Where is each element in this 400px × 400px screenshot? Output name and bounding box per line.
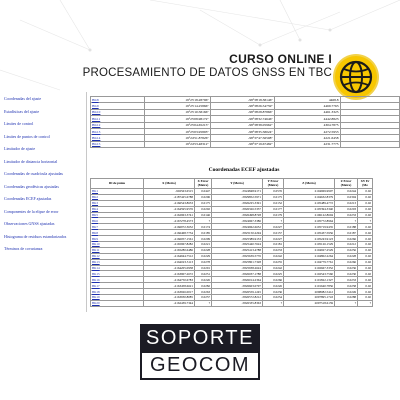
point-id-link[interactable]: BK18	[91, 289, 144, 295]
table-cell: -5825938.2624	[212, 265, 263, 271]
table-cell: -5826603.0707	[212, 283, 263, 289]
point-id-link[interactable]: BK6	[91, 218, 144, 224]
table-cell: 2102543.7560	[284, 271, 335, 277]
table-cell: ?	[358, 218, 373, 224]
table-cell: 0.0175	[263, 194, 284, 200]
table-cell: -5826498.8728	[212, 212, 263, 218]
table-cell: -2166468.7734	[144, 230, 195, 236]
table-cell: -2187425.6788	[144, 194, 195, 200]
table-cell: -2166057.1561	[144, 236, 195, 242]
table-cell: -5826326.5337	[212, 206, 263, 212]
table-cell: 0.0226	[263, 283, 284, 289]
table-cell: 0.02	[358, 289, 373, 295]
table-cell: -5825150.2294	[212, 230, 263, 236]
sidebar-divider	[86, 92, 87, 312]
table-cell: 2105719.9435	[284, 224, 335, 230]
table-cell: -98°38'35.58024"	[210, 128, 274, 134]
point-id-link[interactable]: BK7	[91, 224, 144, 230]
table-cell: 0.0152	[263, 200, 284, 206]
table-cell: 0.0181	[263, 242, 284, 248]
table-cell: -5826037.1788	[212, 271, 263, 277]
point-id-link[interactable]: BK17	[91, 283, 144, 289]
table-cell: 0.0278	[195, 259, 212, 265]
table-cell: 0.02	[358, 194, 373, 200]
table-cell: 4272.5953	[274, 128, 340, 134]
badge-line1: SOPORTE	[140, 324, 260, 351]
table-cell: 0.02	[358, 283, 373, 289]
ecef-coordinates-table	[90, 178, 373, 307]
table-cell: 2104969.9907	[284, 189, 335, 195]
table-cell: -5826014.2364	[212, 277, 263, 283]
table-cell: 4468.8	[274, 97, 340, 103]
table-cell: 0.0228	[335, 253, 358, 259]
table-cell: -2165280.6486	[144, 247, 195, 253]
point-id-link[interactable]: BK13	[91, 259, 144, 265]
sidebar-link[interactable]: Coordenadas de cuadrícula ajustadas	[4, 171, 63, 176]
table-cell: 2104802.2264	[284, 253, 335, 259]
table-cell: -2165967.8282	[144, 242, 195, 248]
table-cell: ?	[195, 300, 212, 306]
table-cell: 2105394.3340	[284, 206, 335, 212]
table-cell: 0.0288	[335, 295, 358, 301]
table-cell: 2101822.1327	[284, 277, 335, 283]
table-cell: -2163926.0017	[144, 289, 195, 295]
sidebar-link[interactable]: Limitador de distancia horizontal	[4, 158, 58, 164]
table-cell: 0.02	[358, 295, 373, 301]
table-cell: 0.0266	[335, 259, 358, 265]
column-header: Z (Metro)	[284, 179, 335, 189]
table-cell: -98°37'19.67482"	[210, 141, 274, 147]
table-cell: 0.02	[358, 242, 373, 248]
table-cell: -2162439.7344	[144, 300, 195, 306]
course-header	[0, 0, 400, 92]
table-cell: 0.0226	[195, 277, 212, 283]
table-cell: 2097895.1743	[284, 295, 335, 301]
table-cell: -5824962.6652	[212, 224, 263, 230]
table-cell: -2167278.4573	[144, 218, 195, 224]
sidebar-link[interactable]: Límites de puntos de control	[4, 133, 50, 139]
point-id-link[interactable]: BK5	[91, 212, 144, 218]
point-id-link[interactable]: BK4	[91, 206, 144, 212]
table-cell: -902563.6515	[144, 189, 195, 195]
table-cell: 0.0209	[195, 236, 212, 242]
table-cell: 0.0257	[195, 295, 212, 301]
table-cell: 0.02	[358, 189, 373, 195]
table-cell: 2104632.8379	[284, 194, 335, 200]
table-cell: -2163458.6621	[144, 283, 195, 289]
point-id-link[interactable]: BK15	[91, 271, 144, 277]
table-cell: 0.0447	[195, 189, 212, 195]
table-cell: 0.0282	[195, 283, 212, 289]
table-cell: 0.0212	[335, 242, 358, 248]
table-cell: 0.0221	[195, 242, 212, 248]
table-cell: -2163930.8085	[144, 295, 195, 301]
table-cell: 0.0236	[263, 289, 284, 295]
table-cell: 0.0206	[195, 194, 212, 200]
point-id-link[interactable]: BK12	[91, 253, 144, 259]
ecef-table-caption: Coordenadas ECEF ajustadas	[208, 167, 280, 173]
table-cell: 0.0266	[335, 236, 358, 242]
table-cell: 0.02	[358, 212, 373, 218]
point-id-link[interactable]: BK11	[91, 116, 145, 122]
table-cell: 0.0230	[335, 271, 358, 277]
table-cell: 0.0177	[263, 206, 284, 212]
table-cell: 0.0227	[263, 236, 284, 242]
table-cell: 0.02	[358, 200, 373, 206]
table-cell: 19°25'08.98172"	[144, 116, 210, 122]
table-cell: 0.0251	[195, 271, 212, 277]
sidebar-link[interactable]: Limitador de ajuste	[4, 146, 36, 151]
table-cell: -2164595.9576	[144, 206, 195, 212]
table-cell: 0.0157	[263, 230, 284, 236]
column-header: Y Error (Metro)	[263, 179, 284, 189]
column-header: X (Metro)	[144, 179, 195, 189]
table-cell: 4461.3325	[274, 109, 340, 115]
table-cell: 0.0175	[195, 200, 212, 206]
table-cell: 2104779.7761	[284, 259, 335, 265]
table-cell: 4469.7763	[274, 103, 340, 109]
table-cell: -5825389.9133	[212, 236, 263, 242]
table-cell: 0.0258	[335, 283, 358, 289]
column-header: Z Error (Metro)	[335, 179, 358, 189]
sidebar-link[interactable]: Observaciones GNSS ajustadas	[4, 221, 55, 226]
sidebar-link[interactable]: Coordenadas geodésicas ajustadas	[4, 183, 59, 189]
table-cell: 19°25'10.58166"	[144, 109, 210, 115]
table-cell: -5825639.5776	[212, 253, 263, 259]
table-cell: 2097518.6159	[284, 300, 335, 306]
column-header: Y (Metro)	[212, 179, 263, 189]
table-cell: 19°25'18.28796"	[144, 97, 210, 103]
table-cell: 0.0263	[195, 289, 212, 295]
course-title-line2: PROCESAMIENTO DE DATOS GNSS EN TBC	[82, 67, 332, 79]
point-id-link[interactable]: BK8	[91, 97, 145, 103]
table-cell: 0.02	[358, 236, 373, 242]
table-cell: 0.0576	[263, 189, 284, 195]
table-cell: 2105772.8964	[284, 218, 335, 224]
point-id-link[interactable]: BK20	[91, 300, 144, 306]
table-cell: 0.0202	[195, 206, 212, 212]
course-title-line1: CURSO ONLINE I	[229, 52, 332, 66]
table-cell: 4231.7775	[274, 141, 340, 147]
point-id-link[interactable]: BK9	[91, 236, 144, 242]
sidebar-link[interactable]: Términos de covarianza	[4, 246, 43, 251]
table-cell: 0.0227	[263, 224, 284, 230]
table-cell	[340, 141, 400, 147]
sidebar-link[interactable]: Histograma de residuos estandarizados	[4, 233, 67, 239]
table-cell: 4304.7875	[274, 122, 340, 128]
table-cell: 0.0291	[195, 265, 212, 271]
table-cell: -98°37'47.56508"	[210, 135, 274, 141]
column-header: ID de punto	[91, 179, 144, 189]
sidebar-link[interactable]: Límites de control	[4, 121, 34, 126]
table-cell: 0.0229	[195, 253, 212, 259]
table-cell: ?	[335, 300, 358, 306]
table-cell: 19°25'04.65215"	[144, 122, 210, 128]
table-cell: 0.0254	[263, 295, 284, 301]
table-header-row	[91, 179, 373, 189]
report-screenshot	[0, 92, 400, 312]
table-cell: 0.02	[358, 224, 373, 230]
column-header: X Error (Metro)	[195, 179, 212, 189]
table-cell: 0.02	[358, 277, 373, 283]
table-cell: 0.0266	[263, 277, 284, 283]
table-cell: 0.0233	[335, 212, 358, 218]
table-cell: ?	[263, 218, 284, 224]
table-row	[91, 141, 400, 147]
table-cell: 2105437.5956	[284, 230, 335, 236]
point-id-link[interactable]: BK8	[91, 230, 144, 236]
table-cell: 0.02	[358, 259, 373, 265]
table-cell: 0.0249	[335, 289, 358, 295]
table-cell: -5826225.3391	[212, 200, 263, 206]
table-cell: 2105243.9123	[284, 236, 335, 242]
table-cell: -2164023.3113	[144, 259, 195, 265]
table-cell: 2102667.3352	[284, 265, 335, 271]
table-cell: 0.0187	[335, 230, 358, 236]
table-cell: 0.0256	[335, 247, 358, 253]
table-cell: 2105126.1529	[284, 242, 335, 248]
table-cell: 0.0244	[335, 189, 358, 195]
table-cell: 19°25'03.95893"	[144, 128, 210, 134]
table-cell: 0.02	[358, 206, 373, 212]
point-id-link[interactable]: BK10	[91, 242, 144, 248]
table-cell: 0.0228	[195, 247, 212, 253]
table-cell: 0.02	[358, 230, 373, 236]
sidebar-link[interactable]: Componentes de la elipse de error	[4, 208, 59, 214]
sidebar-link[interactable]: Coordenadas ECEF ajustadas	[4, 196, 52, 201]
table-cell: -2162963.3741	[144, 212, 195, 218]
table-cell: 0.02	[358, 247, 373, 253]
table-cell: 0.0174	[195, 224, 212, 230]
soporte-geocom-badge	[140, 324, 260, 380]
point-id-link[interactable]: BK11	[91, 247, 144, 253]
table-cell: -5924848.9171	[212, 189, 263, 195]
sidebar-link[interactable]: Estadísticas del ajuste	[4, 108, 40, 114]
table-cell: -2166972.3652	[144, 224, 195, 230]
table-cell: ?	[335, 218, 358, 224]
table-cell: 0.0188	[335, 224, 358, 230]
table-cell: ?	[195, 218, 212, 224]
table-cell: 2106122.8604	[284, 212, 335, 218]
table-cell: 0.0236	[335, 265, 358, 271]
table-cell: 0.02	[358, 271, 373, 277]
table-cell: ?	[263, 300, 284, 306]
table-cell: 2105489.4772	[284, 200, 335, 206]
table-cell: 0.0242	[263, 253, 284, 259]
table-cell: 0.0203	[335, 206, 358, 212]
table-cell: 0.0255	[263, 259, 284, 265]
table-cell: 2101640.7856	[284, 283, 335, 289]
table-cell: 4221.6458	[274, 135, 340, 141]
point-id-link[interactable]: BK14	[91, 135, 145, 141]
table-cell: 0.0179	[263, 212, 284, 218]
table-cell: -5826335.8363	[212, 300, 263, 306]
table-cell: 2104927.2529	[284, 247, 335, 253]
point-id-link[interactable]: BK12	[91, 122, 145, 128]
table-cell: 0.0233	[335, 277, 358, 283]
table-cell: 2098082.5412	[284, 289, 335, 295]
table-cell: 4442.8823	[274, 116, 340, 122]
point-id-link[interactable]: BK14	[91, 265, 144, 271]
table-cell: -98°38'32.74646"	[210, 116, 274, 122]
point-id-link[interactable]: BK19	[91, 295, 144, 301]
table-cell: -98°38'38.05962"	[210, 122, 274, 128]
table-cell: 19°25'14.25866"	[144, 103, 210, 109]
table-cell: -98°38'18.38146"	[210, 97, 274, 103]
table-cell: 0.0233	[263, 247, 284, 253]
table-cell: -2164750.6783	[144, 277, 195, 283]
table-cell: 0.0225	[263, 271, 284, 277]
badge-line2: GEOCOM	[140, 351, 260, 380]
sidebar-link[interactable]: Coordenadas del ajuste	[4, 96, 42, 101]
table-cell: -5826559.1245	[212, 289, 263, 295]
table-cell: -2164205.0938	[144, 265, 195, 271]
table-cell: -98°38'26.54759"	[210, 103, 274, 109]
table-cell: -5824967.3386	[212, 218, 263, 224]
table-row	[91, 300, 373, 306]
report-sidebar	[4, 96, 86, 259]
table-cell: 0.02	[358, 265, 373, 271]
table-cell: -98°38'28.87866"	[210, 109, 274, 115]
table-cell: -5826572.8212	[212, 295, 263, 301]
table-cell: 0.0213	[335, 200, 358, 206]
table-cell: 0.0304	[335, 194, 358, 200]
table-cell: -5825801.7328	[212, 259, 263, 265]
table-cell: 0.0146	[195, 212, 212, 218]
point-id-link[interactable]: BK15	[91, 141, 145, 147]
table-cell: ?	[358, 300, 373, 306]
column-header: XY Er (Me	[358, 179, 373, 189]
point-id-link[interactable]: BK10	[91, 109, 145, 115]
point-id-link[interactable]: BK1	[91, 189, 144, 195]
table-cell: 0.0185	[195, 230, 212, 236]
point-id-link[interactable]: BK9	[91, 103, 145, 109]
table-cell: -5825413.4788	[212, 247, 263, 253]
table-cell: -2166543.8633	[144, 200, 195, 206]
table-cell: -5825440.7624	[212, 242, 263, 248]
point-id-link[interactable]: BK3	[91, 200, 144, 206]
table-cell: 0.0242	[263, 265, 284, 271]
point-id-link[interactable]: BK16	[91, 277, 144, 283]
table-cell: 19°24'53.48312"	[144, 141, 210, 147]
point-id-link[interactable]: BK2	[91, 194, 144, 200]
table-cell: -5829852.5971	[212, 194, 263, 200]
table-cell: 0.02	[358, 253, 373, 259]
upper-coordinates-table	[90, 96, 400, 148]
table-cell: 19°24'51.87826"	[144, 135, 210, 141]
table-cell: -2164944.7512	[144, 253, 195, 259]
point-id-link[interactable]: BK13	[91, 128, 145, 134]
table-cell: -2163907.2672	[144, 271, 195, 277]
